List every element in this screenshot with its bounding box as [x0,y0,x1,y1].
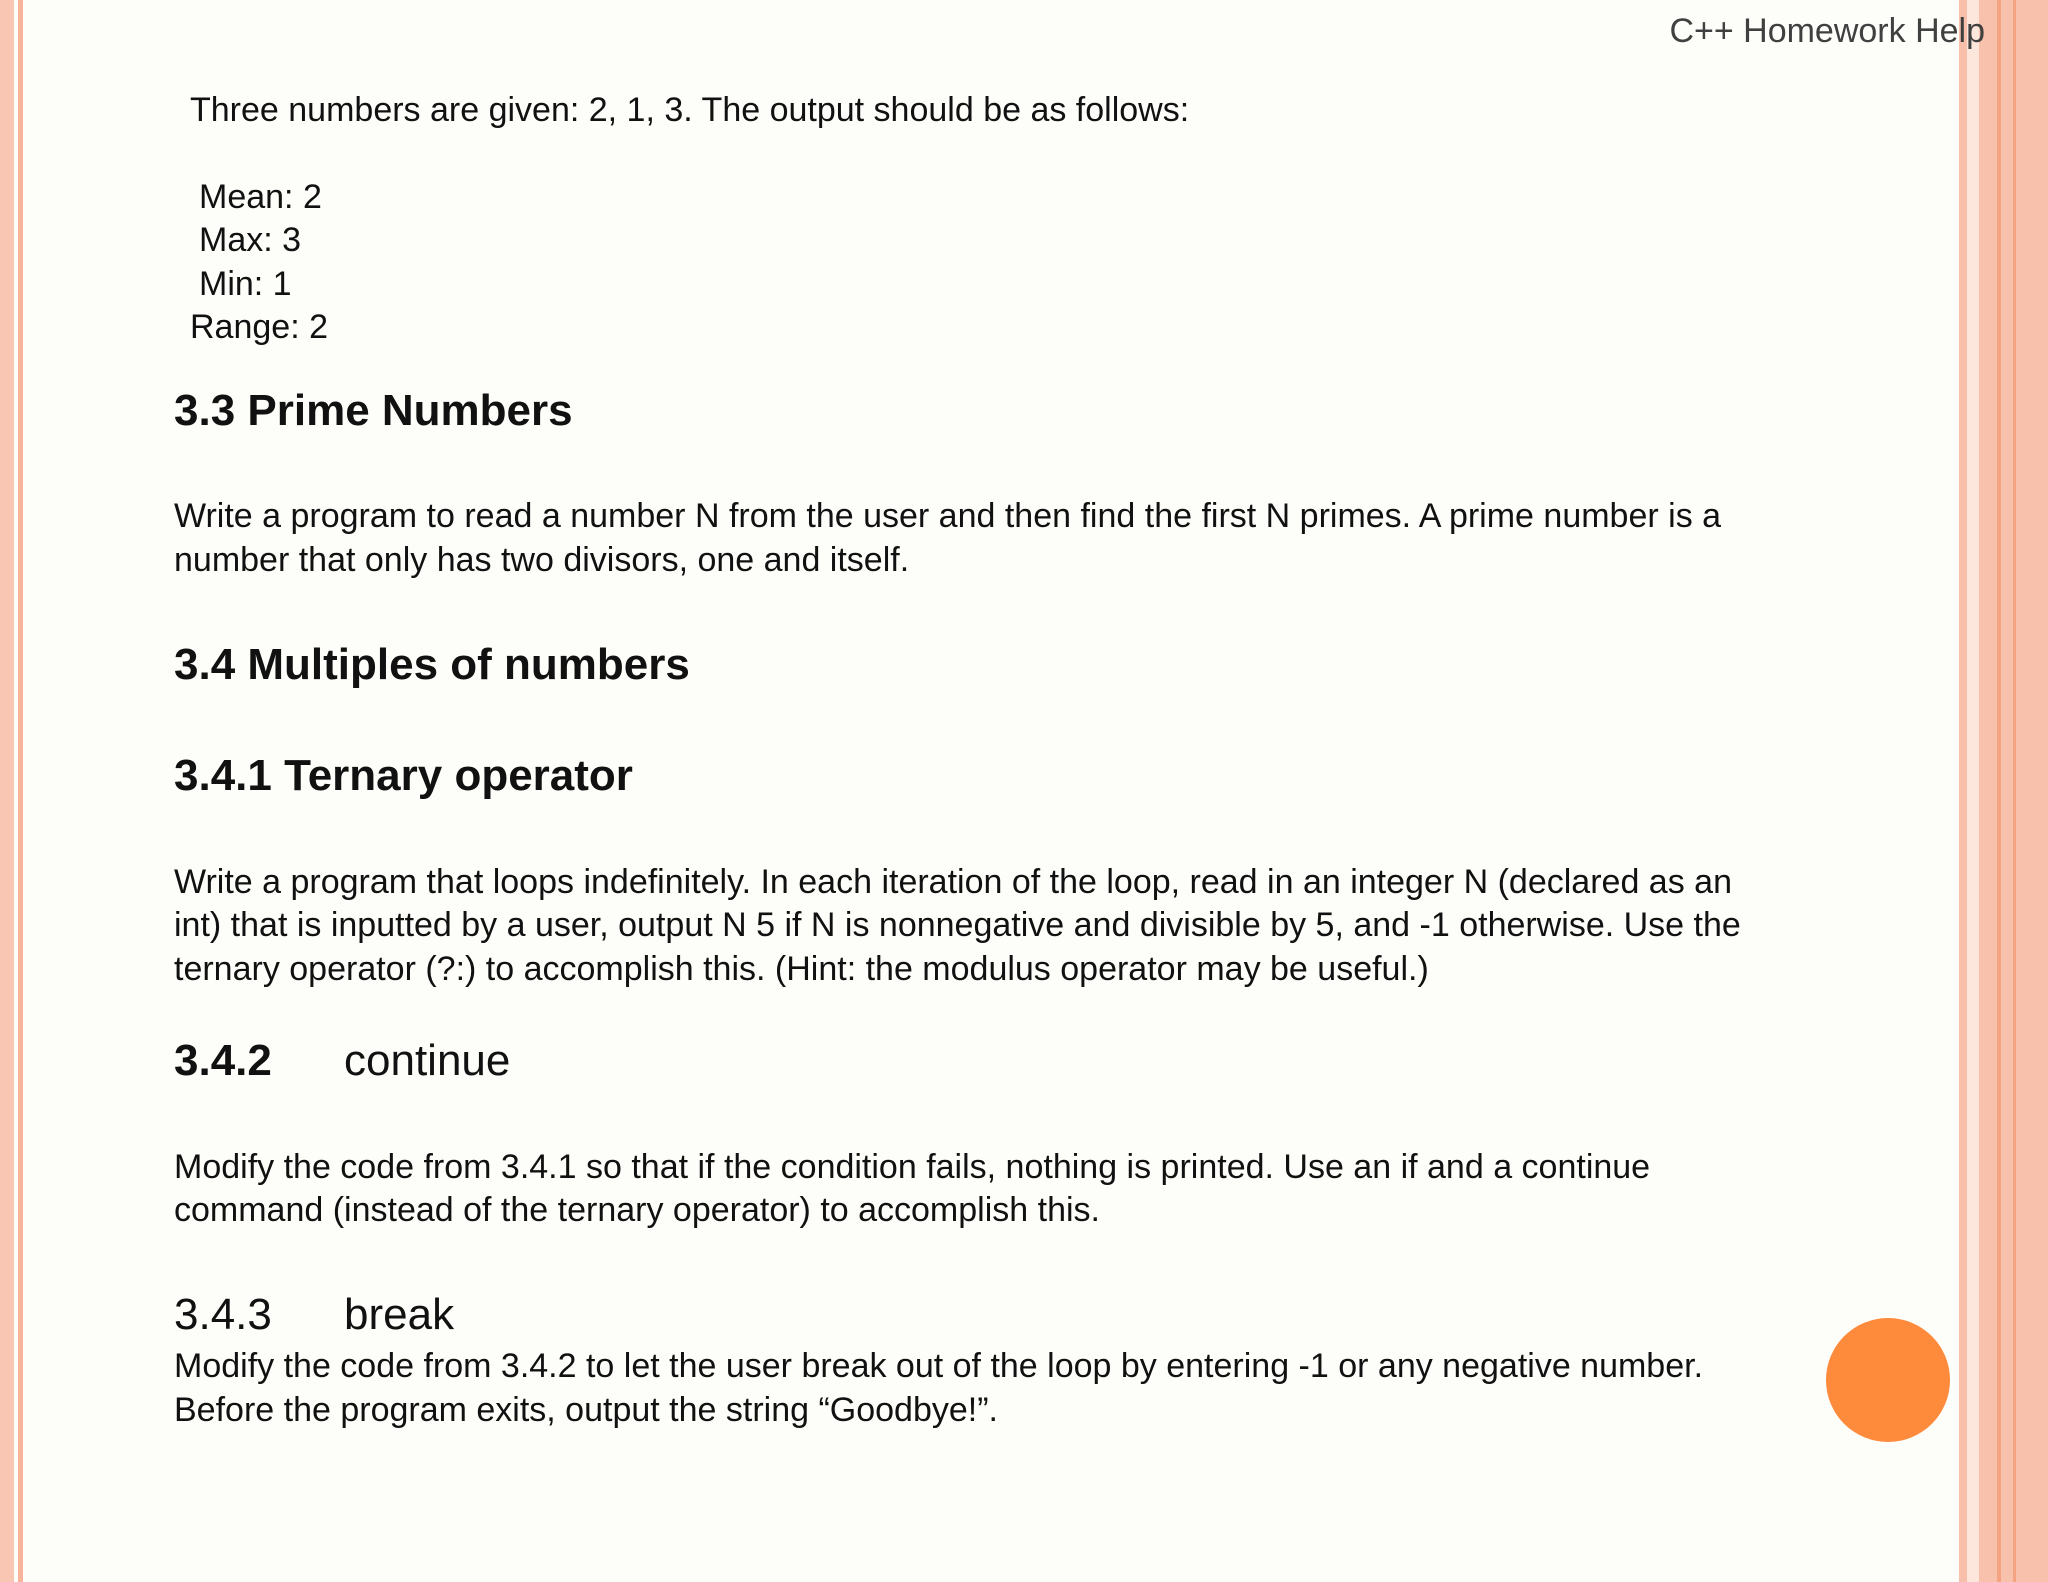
paragraph-break-line-1: Modify the code from 3.4.2 to let the user break out of the loop by entering -1 or any negative number. [174,1347,1704,1385]
output-line-mean: Mean: 2 [199,178,322,216]
paragraph-ternary-line-1: Write a program that loops indefinitely. In each iteration of the loop, read in an integer N (declared as an [174,863,1732,901]
left-border-line [18,0,23,1582]
right-border-gap [1967,0,1979,1582]
intro-text: Three numbers are given: 2, 1, 3. The output should be as follows: [190,91,1190,129]
paragraph-continue-line-1: Modify the code from 3.4.1 so that if the condition fails, nothing is printed. Use an if and a continue [174,1148,1651,1186]
right-border-stripe [1959,0,1967,1582]
section-heading-multiples: 3.4 Multiples of numbers [174,640,690,689]
output-line-min: Min: 1 [199,265,292,303]
section-number-continue: 3.4.2 [174,1036,272,1085]
paragraph-ternary-line-3: ternary operator (?:) to accomplish this. (Hint: the modulus operator may be useful.) [174,950,1429,988]
section-title-continue: continue [344,1036,511,1085]
decorative-orange-circle [1826,1318,1950,1442]
section-heading-prime-numbers: 3.3 Prime Numbers [174,386,573,435]
right-border-line [2013,0,2016,1582]
paragraph-prime-line-1: Write a program to read a number N from the user and then find the first N primes. A prime number is a [174,497,1722,535]
paragraph-ternary-line-2: int) that is inputted by a user, output N 5 if N is nonnegative and divisible by 5, and -1 otherwise. Use the [174,906,1741,944]
paragraph-continue-line-2: command (instead of the ternary operator) to accomplish this. [174,1191,1100,1229]
section-heading-ternary-operator: 3.4.1 Ternary operator [174,751,633,800]
section-number-break: 3.4.3 [174,1290,272,1339]
section-heading-continue [174,1036,511,1086]
paragraph-break-line-2: Before the program exits, output the string “Goodbye!”. [174,1391,998,1429]
section-title-break: break [344,1290,455,1339]
section-heading-break [174,1290,455,1340]
output-line-max: Max: 3 [199,221,302,259]
paragraph-prime-line-2: number that only has two divisors, one and itself. [174,541,910,579]
right-border-line [1997,0,2001,1582]
slide-header-label: C++ Homework Help [1669,12,1985,50]
left-border-stripe [0,0,14,1582]
output-line-range: Range: 2 [190,308,328,346]
